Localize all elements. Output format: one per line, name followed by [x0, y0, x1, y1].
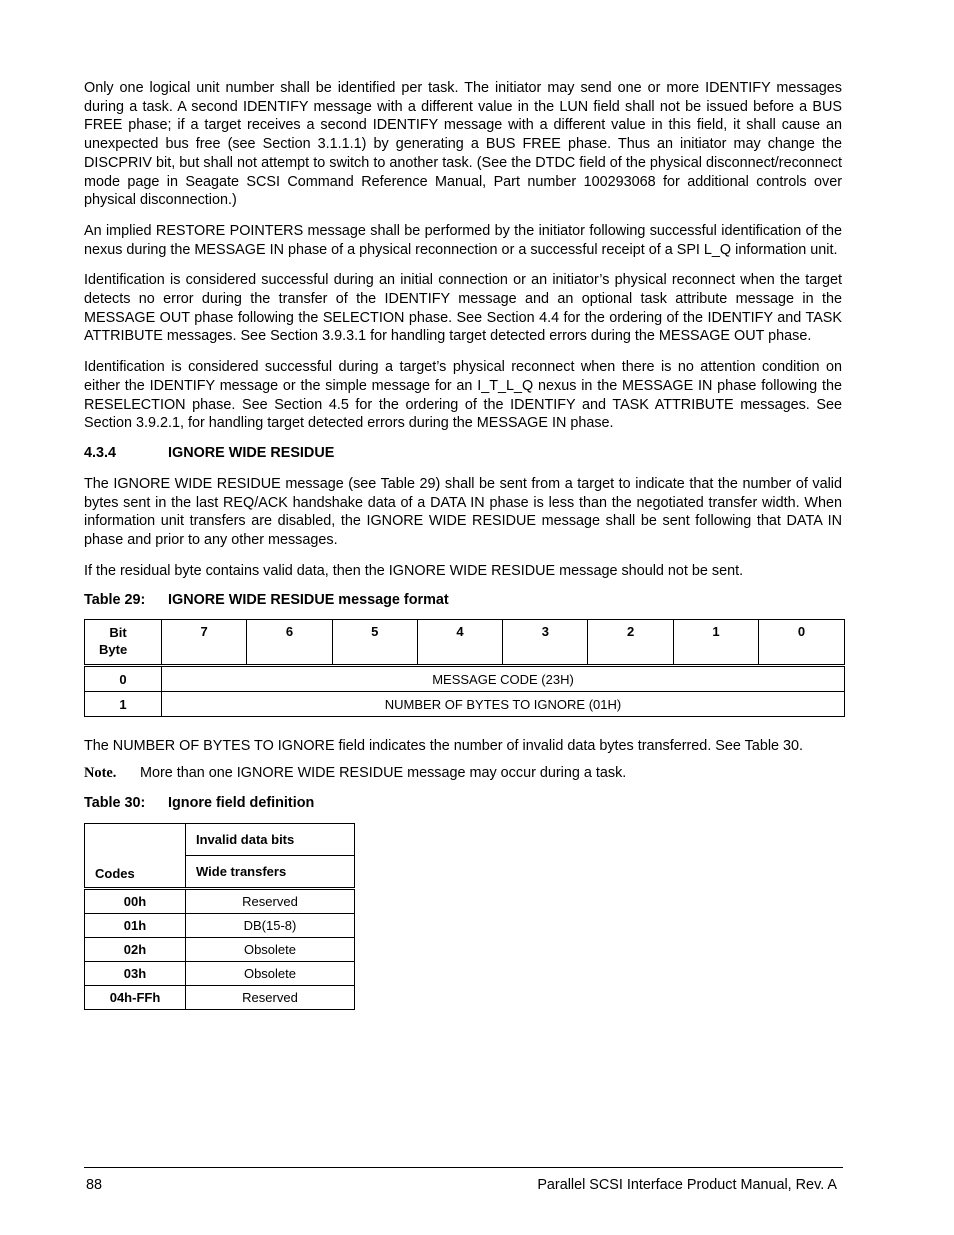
invalid-bits-header: Invalid data bits	[186, 824, 355, 856]
section-number: 4.3.4	[84, 444, 117, 461]
table29-header-row	[85, 620, 845, 666]
byte-cell: 0	[85, 666, 162, 692]
bit-header: 5	[332, 620, 417, 666]
code-cell: 00h	[85, 889, 186, 914]
value-cell: Obsolete	[186, 938, 355, 962]
body-paragraph: Only one logical unit number shall be identified per task. The initiator may send one or more IDENTIFY messages during a task. A second IDENTIFY message with a different value in the LUN field shall not be issued before a BUS FREE phase; if a target receives a second IDENTIFY message with a different value in this field, it shall cause an unexpected bus free (see Section 3.1.1.1) by generating a BUS FREE phase. Thus an initiator may change the DISCPRIV bit, but shall not attempt to switch to another task. (See the DTDC field of the physical disconnect/reconnect mode page in Seagate SCSI Command Reference Manual, Part number 100293068 for additional controls over physical disconnection.)	[84, 80, 842, 209]
note-text: More than one IGNORE WIDE RESIDUE message may occur during a task.	[140, 765, 627, 782]
bit-header: 2	[588, 620, 673, 666]
note-label: Note.	[84, 765, 117, 782]
table29-title: IGNORE WIDE RESIDUE message format	[168, 592, 449, 609]
page-content	[84, 79, 842, 1010]
footer-title: Parallel SCSI Interface Product Manual, Rev. A	[537, 1177, 837, 1193]
value-cell: DB(15-8)	[186, 914, 355, 938]
table30-label: Table 30:	[84, 795, 146, 812]
body-paragraph: Identification is considered successful during a target’s physical reconnect when there is no attention condition on either the IDENTIFY message or the simple message for an I_T_L_Q nexus in the MESSAGE IN phase following the RESELECTION phase. See Section 4.5 for the ordering of the IDENTIFY and TASK ATTRIBUTE messages. See Section 3.9.2.1, for handling target detected errors during the MESSAGE IN phase.	[84, 359, 842, 432]
value-cell: Reserved	[186, 889, 355, 914]
bit-header: 3	[503, 620, 588, 666]
section-title: IGNORE WIDE RESIDUE	[168, 444, 335, 461]
table-row	[85, 692, 845, 717]
bit-header: 7	[162, 620, 247, 666]
field-cell: MESSAGE CODE (23H)	[162, 666, 845, 692]
codes-header: Codes	[85, 824, 186, 889]
byte-cell: 1	[85, 692, 162, 717]
bit-header: 4	[417, 620, 502, 666]
table-row	[85, 889, 355, 914]
body-paragraph: If the residual byte contains valid data, then the IGNORE WIDE RESIDUE message should not be sent.	[84, 562, 744, 579]
bit-header: 1	[673, 620, 758, 666]
table-row	[85, 938, 355, 962]
corner-byte: Byte	[99, 642, 128, 658]
table30-caption	[84, 795, 842, 811]
note	[84, 765, 842, 782]
bit-header: 0	[759, 620, 845, 666]
table29-caption	[84, 592, 842, 608]
bit-header: 6	[247, 620, 332, 666]
table-row	[85, 914, 355, 938]
table-row	[85, 666, 845, 692]
table30	[84, 823, 355, 1010]
code-cell: 04h-FFh	[85, 986, 186, 1010]
body-paragraph: Identification is considered successful during an initial connection or an initiator’s physical reconnect when the target detects no error during the transfer of the IDENTIFY message and an optional task attribute message in the MESSAGE OUT phase following the SELECTION phase. See Section 4.4 for the ordering of the IDENTIFY and TASK ATTRIBUTE messages. See Section 3.9.3.1 for handling target detected errors during the MESSAGE OUT phase.	[84, 272, 842, 345]
body-paragraph: The NUMBER OF BYTES TO IGNORE field indicates the number of invalid data bytes transferred. See Table 30.	[84, 738, 804, 755]
body-paragraph: The IGNORE WIDE RESIDUE message (see Table 29) shall be sent from a target to indicate that the number of valid bytes sent in the last REQ/ACK handshake data of a DATA IN phase is less than the negotiated transfer width. When information unit transfers are disabled, the IGNORE WIDE RESIDUE message shall be sent following that DATA IN phase and prior to any other messages.	[84, 475, 842, 549]
table30-header-row	[85, 824, 355, 856]
body-paragraph: An implied RESTORE POINTERS message shall be performed by the initiator following successful identification of the nexus during the MESSAGE IN phase of a physical reconnection or a successful receipt of a SPI L_Q information unit.	[84, 222, 842, 258]
table-row	[85, 986, 355, 1010]
footer-divider	[84, 1167, 843, 1168]
table30-title: Ignore field definition	[168, 795, 315, 812]
wide-transfers-header: Wide transfers	[186, 856, 355, 889]
value-cell: Obsolete	[186, 962, 355, 986]
page-number: 88	[86, 1177, 103, 1193]
value-cell: Reserved	[186, 986, 355, 1010]
code-cell: 01h	[85, 914, 186, 938]
code-cell: 02h	[85, 938, 186, 962]
code-cell: 03h	[85, 962, 186, 986]
section-heading	[84, 445, 842, 463]
table29	[84, 619, 845, 717]
field-cell: NUMBER OF BYTES TO IGNORE (01H)	[162, 692, 845, 717]
corner-bit: Bit	[109, 625, 127, 641]
table29-label: Table 29:	[84, 592, 146, 609]
table-row	[85, 962, 355, 986]
bit-byte-corner	[85, 620, 162, 666]
